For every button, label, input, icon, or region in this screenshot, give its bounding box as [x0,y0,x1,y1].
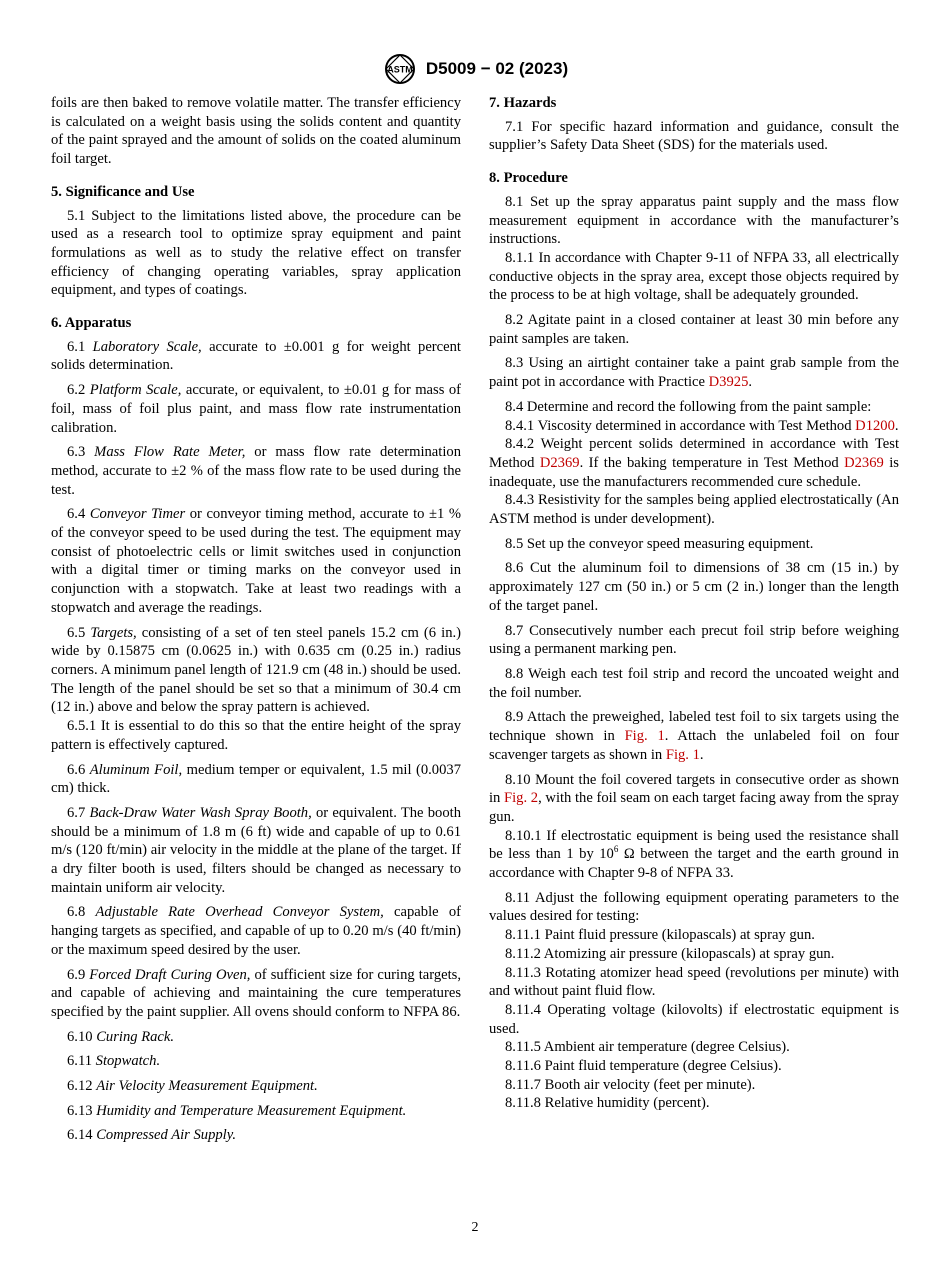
term: Back-Draw Water Wash Spray Booth, [89,804,312,821]
link-fig-1[interactable]: Fig. 1 [665,746,700,763]
superscript: 6 [613,844,619,855]
para-6-14: 6.14 Compressed Air Supply. [67,1127,237,1144]
para-8-11-7: 8.11.7 Booth air velocity (feet per minute). [505,1076,756,1093]
para-8-6: 8.6 Cut the aluminum foil to dimensions of 38 cm (15 in.) by approximately 127 cm (50 in.) or 5 cm (2 in.) longer than the length of the target panel. [489,560,899,614]
section-6-heading: 6. Apparatus [51,315,132,332]
para-6-1: 6.1 Laboratory Scale, accurate to ±0.001 g for weight percent solids determination. [51,338,461,374]
para-8-10-1: 8.10.1 If electrostatic equipment is being used the resistance shall be less than 1 by $10^6$ Ω between the target and the earth ground in accordance with Chapter 9-8 of NFPA 33. [489,827,899,882]
para-8-11-4: 8.11.4 Operating voltage (kilovolts) if electrostatic equipment is used. [489,1001,899,1037]
para-8-11-2: 8.11.2 Atomizing air pressure (kilopascals) at spray gun. [505,945,835,962]
astm-logo-text: ASTM [387,64,413,75]
para-8-4-1: 8.4.1 Viscosity determined in accordance with Test Method D1200. [505,417,899,434]
page-header [0,52,950,86]
para-5-1: 5.1 Subject to the limitations listed above, the procedure can be used as a research tool to optimize spray equipment and paint formulations as well as to study the relative effect on transfer efficiency of changing operating variables, spray application equipment, and types of coatings. [51,207,461,299]
para-8-1-1: 8.1.1 In accordance with Chapter 9-11 of NFPA 33, all electrically conductive objects in the spray area, except those objects required by the process to be at high voltage, shall be adequately grounded. [489,249,899,304]
link-fig-1[interactable]: Fig. 1 [624,728,665,745]
para-6-4: 6.4 Conveyor Timer or conveyor timing method, accurate to ±1 % of the conveyor speed to be used during the test. The equipment may consist of photoelectric cells or limit switches used in conjunction with a digital timer or timing marks on the conveyor used in conjunction with a stopwatch. Take at least two readings with a stopwatch and average the readings. [51,506,461,616]
term: Adjustable Rate Overhead Conveyor System, [95,904,384,921]
astm-logo [382,53,418,85]
para-8-3: 8.3 Using an airtight container take a paint grab sample from the paint pot in accordance with Practice D3925. [489,355,899,391]
para-6-5: 6.5 Targets, consisting of a set of ten steel panels 15.2 cm (6 in.) wide by 0.15875 cm (0.0625 in.) with 0.635 cm (0.25 in.) radius corners. A minimum panel length of 121.9 cm (48 in.) should be used. The length of the panel should be set so that a minimum of 30.4 cm (12 in.) above and below the spray pattern is achieved. [51,624,461,716]
para-6-6: 6.6 Aluminum Foil, medium temper or equivalent, 1.5 mil (0.0037 cm) thick. [51,761,461,797]
term: Curing Rack. [96,1028,175,1045]
term: Forced Draft Curing Oven, [89,966,251,983]
para-6-11: 6.11 Stopwatch. [67,1053,161,1070]
link-fig-2[interactable]: Fig. 2 [504,790,539,807]
term: Humidity and Temperature Measurement Equipment. [96,1102,407,1119]
para-8-11-6: 8.11.6 Paint fluid temperature (degree Celsius). [505,1058,782,1075]
term: Platform Scale, [89,382,182,399]
para-6-12: 6.12 Air Velocity Measurement Equipment. [67,1078,318,1095]
para-6-8: 6.8 Adjustable Rate Overhead Conveyor System, capable of hanging targets as specified, and capable of up to 0.20 m/s (40 ft/min) or the maximum speed desired by the user. [51,904,461,958]
term: Air Velocity Measurement Equipment. [96,1078,318,1095]
para-8-11-1: 8.11.1 Paint fluid pressure (kilopascals) at spray gun. [505,927,815,944]
link-d2369[interactable]: D2369 [539,454,580,471]
para-8-11-8: 8.11.8 Relative humidity (percent). [505,1095,710,1112]
para-6-3: 6.3 Mass Flow Rate Meter, or mass flow rate determination method, accurate to ±2 % of the mass flow rate to be used during the test. [51,444,461,498]
page-number: 2 [471,1220,479,1235]
section-5-heading: 5. Significance and Use [51,183,195,200]
term: Aluminum Foil, [89,761,183,778]
term: Mass Flow Rate Meter, [94,444,246,461]
para-6-13: 6.13 Humidity and Temperature Measurement Equipment. [67,1102,407,1119]
para-8-11-5: 8.11.5 Ambient air temperature (degree Celsius). [505,1039,790,1056]
para-8-11: 8.11 Adjust the following equipment operating parameters to the values desired for testing: [489,889,899,925]
section-8-heading: 8. Procedure [489,170,568,187]
term: Conveyor Timer [89,506,186,523]
para-8-9: 8.9 Attach the preweighed, labeled test foil to six targets using the technique shown in Fig. 1. Attach the unlabeled foil on four scavenger targets as shown in Fig. 1. [489,709,899,763]
section-7-heading: 7. Hazards [489,95,557,111]
term: Compressed Air Supply. [96,1127,237,1144]
para-7-1: 7.1 For specific hazard information and guidance, consult the supplier’s Safety Data Sheet (SDS) for the materials used. [489,118,899,154]
document-id: D5009 − 02 (2023) [425,59,569,78]
para-8-1: 8.1 Set up the spray apparatus paint supply and the mass flow measurement equipment in accordance with the manufacturer’s instructions. [489,193,899,248]
para-8-4-3: 8.4.3 Resistivity for the samples being applied electrostatically (An ASTM method is under development). [489,492,899,528]
para-8-4-2: 8.4.2 Weight percent solids determined in accordance with Test Method D2369. If the baking temperature in Test Method D2369 is inadequate, use the manufacturers recommended cure schedule. [489,436,899,490]
para-8-11-3: 8.11.3 Rotating atomizer head speed (revolutions per minute) with and without paint fluid flow. [489,964,899,1000]
para-6-2: 6.2 Platform Scale, accurate, or equivalent, to ±0.01 g for mass of foil, mass of foil plus paint, and mass flow rate instrumentation calibration. [51,382,462,436]
link-d2369[interactable]: D2369 [844,454,884,471]
para-8-4: 8.4 Determine and record the following from the paint sample: [505,398,872,415]
term: Targets, [90,624,137,641]
para-8-8: 8.8 Weigh each test foil strip and record the uncoated weight and the foil number. [489,665,899,701]
intro-paragraph: foils are then baked to remove volatile matter. The transfer efficiency is calculated on a weight basis using the solids content and quantity of the paint sprayed and the amount of solids on the coated aluminum foil target. [51,95,461,168]
para-6-5-1: 6.5.1 It is essential to do this so that the entire height of the spray pattern is effectively captured. [51,718,461,753]
term: Stopwatch. [95,1053,161,1070]
para-8-2: 8.2 Agitate paint in a closed container at least 30 min before any paint samples are taken. [489,312,899,347]
para-6-9: 6.9 Forced Draft Curing Oven, of sufficient size for curing targets, and capable of achieving and maintaining the cure temperatures specified by the paint supplier. All ovens should conform to NFPA 86. [51,966,461,1020]
link-d1200[interactable]: D1200 [855,417,895,434]
para-8-5: 8.5 Set up the conveyor speed measuring equipment. [505,535,814,552]
left-column [51,94,461,1151]
link-d3925[interactable]: D3925 [708,374,749,391]
para-8-10: 8.10 Mount the foil covered targets in consecutive order as shown in Fig. 2, with the foil seam on each target facing away from the spray gun. [489,771,900,825]
para-8-7: 8.7 Consecutively number each precut foil strip before weighing using a permanent marking pen. [489,622,899,658]
right-column [489,94,899,1113]
para-6-7: 6.7 Back-Draw Water Wash Spray Booth, or equivalent. The booth should be a minimum of 1.8 m (6 ft) wide and capable of up to 0.61 m/s (120 ft/min) air velocity in the middle at the plane of the target. If a dry filter booth is used, filters should be changed as necessary to maintain uniform air velocity. [51,804,461,896]
term: Laboratory Scale, [92,338,202,355]
para-6-10: 6.10 Curing Rack. [67,1028,175,1045]
